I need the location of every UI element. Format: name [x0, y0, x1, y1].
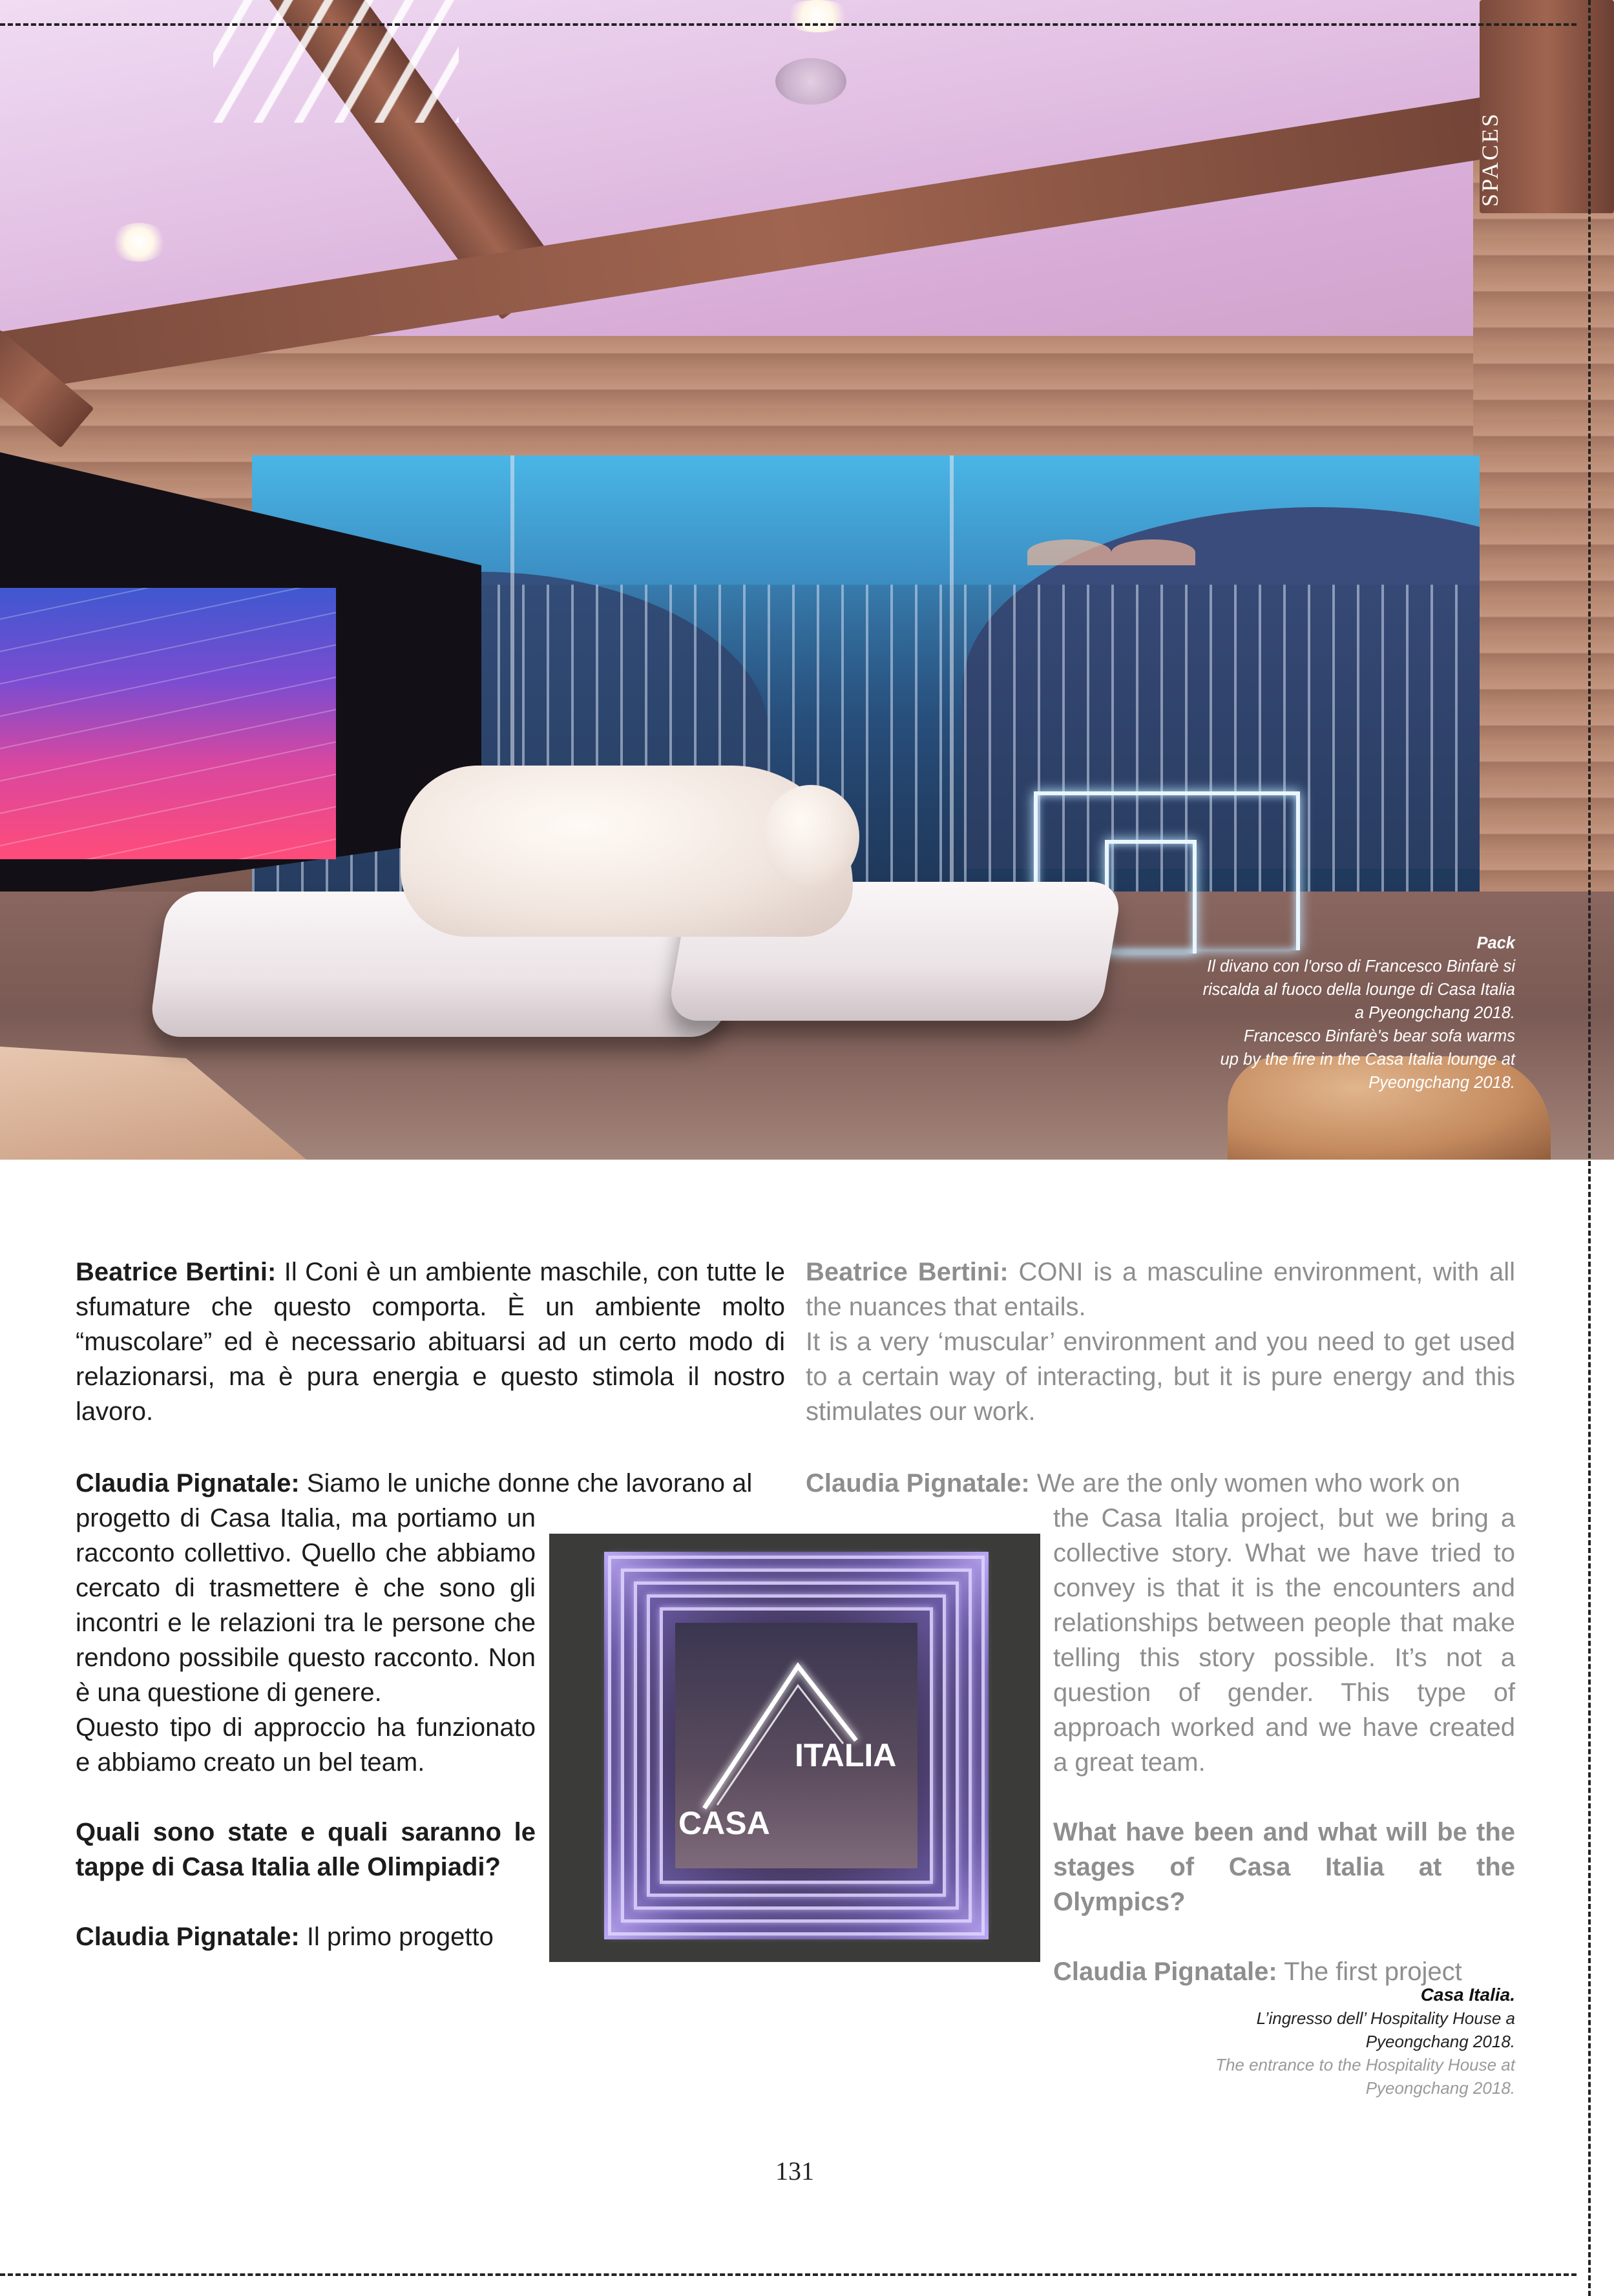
- bear-head: [762, 785, 859, 888]
- crop-mark-right: [1588, 0, 1591, 2296]
- caption-title: Casa Italia.: [1420, 1985, 1515, 2005]
- logo-word-italia: ITALIA: [795, 1737, 897, 1773]
- italian-paragraph-2-body: [76, 1501, 536, 1954]
- casa-italia-entrance-photo: [549, 1534, 1040, 1962]
- paragraph-text: Siamo le uniche donne che lavorano al: [299, 1469, 753, 1498]
- logo-word-casa: CASA: [678, 1805, 770, 1841]
- english-paragraph-2-body: [1053, 1501, 1515, 1989]
- speaker-name: Beatrice Bertini:: [76, 1258, 277, 1286]
- ceiling-light: [782, 0, 853, 32]
- paragraph-text: It is a very ‘muscular’ environment and you need to get used to a certain way of interacting, but it is pure energy and this stimulates our work.: [806, 1328, 1515, 1426]
- speaker-name: Beatrice Bertini:: [806, 1258, 1009, 1286]
- caption-line-en: The entrance to the Hospitality House at: [1215, 2055, 1515, 2074]
- hero-caption: [1137, 932, 1515, 1094]
- caption-line-en: Francesco Binfarè's bear sofa warms: [1243, 1027, 1515, 1045]
- caption-line-en: Pyeongchang 2018.: [1368, 1074, 1515, 1092]
- crop-mark-bottom: [0, 2273, 1577, 2276]
- english-column: [806, 1255, 1515, 1429]
- paragraph-text: The first project: [1277, 1957, 1462, 1986]
- caption-line-it: riscalda al fuoco della lounge di Casa Italia: [1202, 981, 1515, 999]
- caption-line-en: up by the fire in the Casa Italia lounge at: [1220, 1050, 1515, 1069]
- paragraph: [76, 1255, 785, 1429]
- ceiling-light: [110, 223, 168, 262]
- inset-caption: [1098, 1983, 1515, 2100]
- paragraph-text: progetto di Casa Italia, ma portiamo un racconto collettivo. Quello che abbiamo cercato di trasmettere è che sono gli incontri e le relazioni tra le persone che rendono possibile questo racconto. Non è una questione di genere.: [76, 1504, 536, 1707]
- italian-paragraph-2-lead: [76, 1466, 785, 1501]
- speaker-name: Claudia Pignatale:: [806, 1469, 1030, 1498]
- caption-line-it: a Pyeongchang 2018.: [1354, 1004, 1515, 1022]
- crop-mark-top: [0, 23, 1577, 26]
- paragraph-text: Il primo progetto: [299, 1923, 494, 1951]
- chandelier: [213, 0, 459, 123]
- paragraph: [806, 1255, 1515, 1324]
- paragraph-text: CONI is a masculine environment, with all the nuances that entails.: [806, 1258, 1515, 1321]
- paragraph-text: We are the only women who work on: [1029, 1469, 1460, 1498]
- question-heading: What have been and what will be the stages of Casa Italia at the Olympics?: [1053, 1818, 1515, 1916]
- casa-italia-logo: [549, 1534, 1040, 1962]
- ceiling-speaker: [775, 58, 846, 105]
- speaker-name: Claudia Pignatale:: [1053, 1957, 1277, 1986]
- speaker-name: Claudia Pignatale:: [76, 1923, 300, 1951]
- caption-line-it: Il divano con l'orso di Francesco Binfarè si: [1207, 957, 1515, 976]
- italian-column: [76, 1255, 785, 1429]
- paragraph-text: the Casa Italia project, but we bring a collective story. What we have tried to convey is that it is the encounters and relationships between people that make telling this story possible. It’s not a question of gender. This type of approach worked and we have created a great team.: [1053, 1504, 1515, 1777]
- caption-line-en: Pyeongchang 2018.: [1365, 2078, 1515, 2098]
- question-heading: Quali sono state e quali saranno le tappe di Casa Italia alle Olimpiadi?: [76, 1818, 536, 1881]
- speaker-name: Claudia Pignatale:: [76, 1469, 300, 1498]
- caption-title: Pack: [1476, 934, 1515, 952]
- page-number: 131: [775, 2156, 814, 2186]
- paragraph-text: Il Coni è un ambiente maschile, con tutte le sfumature che questo comporta. È un ambiente molto “muscolare” ed è necessario abituarsi ad un certo modo di relazionarsi, ma è pura energia e questo stimola il nostro lavoro.: [76, 1258, 786, 1426]
- caption-line-it: Pyeongchang 2018.: [1365, 2032, 1515, 2051]
- english-paragraph-2-lead: [806, 1466, 1515, 1501]
- video-screen-lines: [0, 588, 336, 859]
- section-label: SPACES: [1477, 112, 1503, 207]
- paragraph-text: Questo tipo di approccio ha funzionato e abbiamo creato un bel team.: [76, 1713, 536, 1777]
- caption-line-it: L’ingresso dell’ Hospitality House a: [1256, 2009, 1515, 2028]
- paragraph: [76, 1919, 536, 1954]
